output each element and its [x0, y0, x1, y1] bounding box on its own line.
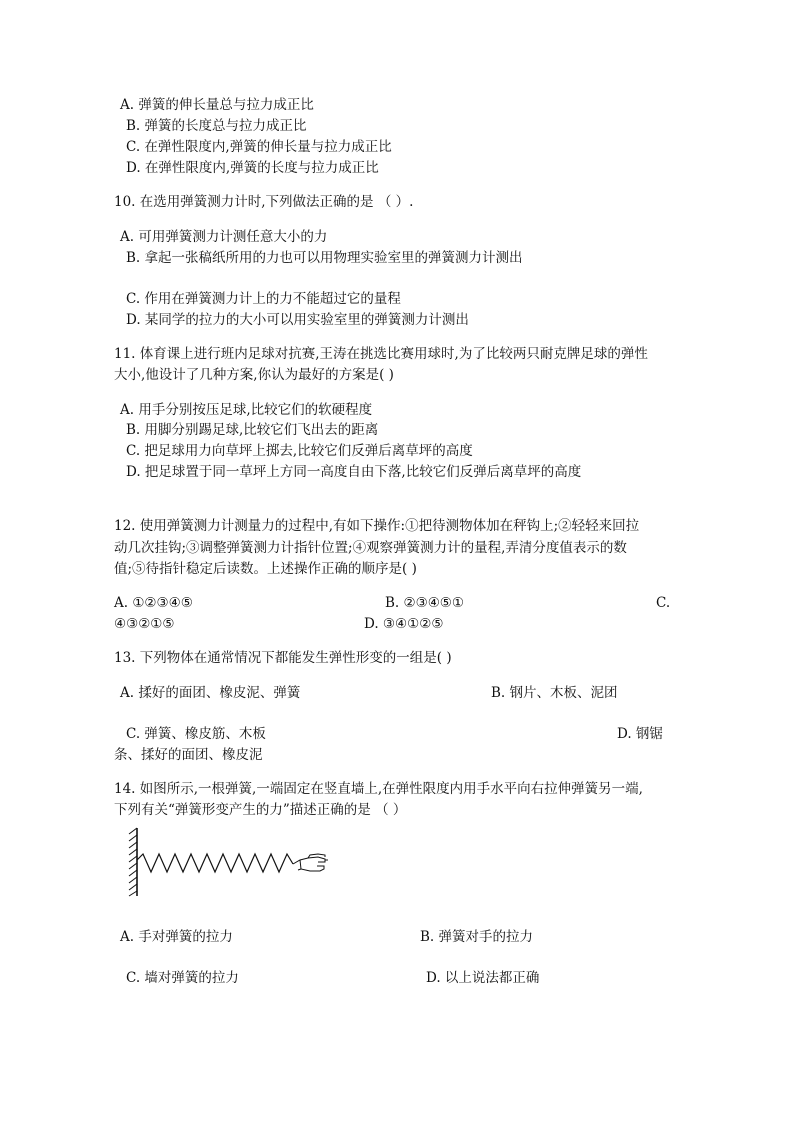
q10-option-b: B. 拿起一张稿纸所用的力也可以用物理实验室里的弹簧测力计测出	[126, 250, 523, 266]
q14-option-c: C. 墙对弹簧的拉力	[126, 970, 239, 986]
hand-icon	[293, 854, 328, 871]
q11-stem-line2: 大小,他设计了几种方案,你认为最好的方案是( )	[114, 367, 394, 383]
spring-coil	[137, 854, 293, 872]
q11-stem-line1: 11. 体育课上进行班内足球对抗赛,王涛在挑选比赛用球时,为了比较两只耐克牌足球的弹性	[114, 346, 648, 362]
q14-stem-line1: 14. 如图所示,一根弹簧,一端固定在竖直墙上,在弹性限度内用手水平向右拉伸弹簧另一端,	[114, 781, 643, 797]
q11-option-c: C. 把足球用力向草坪上掷去,比较它们反弹后离草坪的高度	[126, 443, 473, 459]
spring-diagram	[118, 826, 338, 898]
q13-stem: 13. 下列物体在通常情况下都能发生弹性形变的一组是( )	[114, 650, 452, 666]
q10-stem: 10. 在选用弹簧测力计时,下列做法正确的是 （ ）.	[114, 194, 414, 210]
q9-option-b: B. 弹簧的长度总与拉力成正比	[126, 118, 307, 134]
q13-option-a: A. 揉好的面团、橡皮泥、弹簧	[120, 685, 301, 701]
q12-stem-line3: 值;⑤待指针稳定后读数。上述操作正确的顺序是( )	[114, 561, 417, 577]
q9-option-c: C. 在弹性限度内,弹簧的伸长量与拉力成正比	[126, 139, 392, 155]
spring-figure	[118, 826, 338, 902]
q9-option-d: D. 在弹性限度内,弹簧的长度与拉力成正比	[126, 160, 379, 176]
q14-option-d: D. 以上说法都正确	[426, 970, 540, 986]
q14-option-b: B. 弹簧对手的拉力	[420, 929, 534, 945]
q11-option-d: D. 把足球置于同一草坪上方同一高度自由下落,比较它们反弹后离草坪的高度	[126, 464, 582, 480]
q12-option-d: D. ③④①②⑤	[364, 616, 444, 632]
q11-option-a: A. 用手分别按压足球,比较它们的软硬程度	[120, 402, 373, 418]
q12-option-c-value: ④③②①⑤	[114, 616, 175, 632]
q13-option-b: B. 钢片、木板、泥团	[491, 685, 618, 701]
wall-hatching	[129, 828, 137, 896]
q13-option-d-part2: 条、揉好的面团、橡皮泥	[114, 747, 263, 763]
q12-option-c-label: C.	[656, 595, 671, 611]
q9-option-a: A. 弹簧的伸长量总与拉力成正比	[120, 97, 314, 113]
q12-stem-line1: 12. 使用弹簧测力计测量力的过程中,有如下操作:①把待测物体加在秤钩上;②轻轻来回拉	[114, 518, 640, 534]
q14-option-a: A. 手对弹簧的拉力	[120, 929, 233, 945]
q12-stem-line2: 动几次挂钩;③调整弹簧测力计指针位置;④观察弹簧测力计的量程,弄清分度值表示的数	[114, 540, 627, 556]
q10-option-a: A. 可用弹簧测力计测任意大小的力	[120, 229, 328, 245]
q10-option-c: C. 作用在弹簧测力计上的力不能超过它的量程	[126, 291, 401, 307]
q11-option-b: B. 用脚分别踢足球,比较它们飞出去的距离	[126, 422, 379, 438]
q12-option-b: B. ②③④⑤①	[385, 595, 465, 611]
q13-option-c: C. 弹簧、橡皮筋、木板	[126, 726, 266, 742]
q14-stem-line2: 下列有关“弹簧形变产生的力”描述正确的是 （ ）	[114, 802, 407, 818]
q12-option-a: A. ①②③④⑤	[114, 595, 193, 611]
q10-option-d: D. 某同学的拉力的大小可以用实验室里的弹簧测力计测出	[126, 312, 469, 328]
q13-option-d-part1: D. 钢锯	[617, 726, 663, 742]
